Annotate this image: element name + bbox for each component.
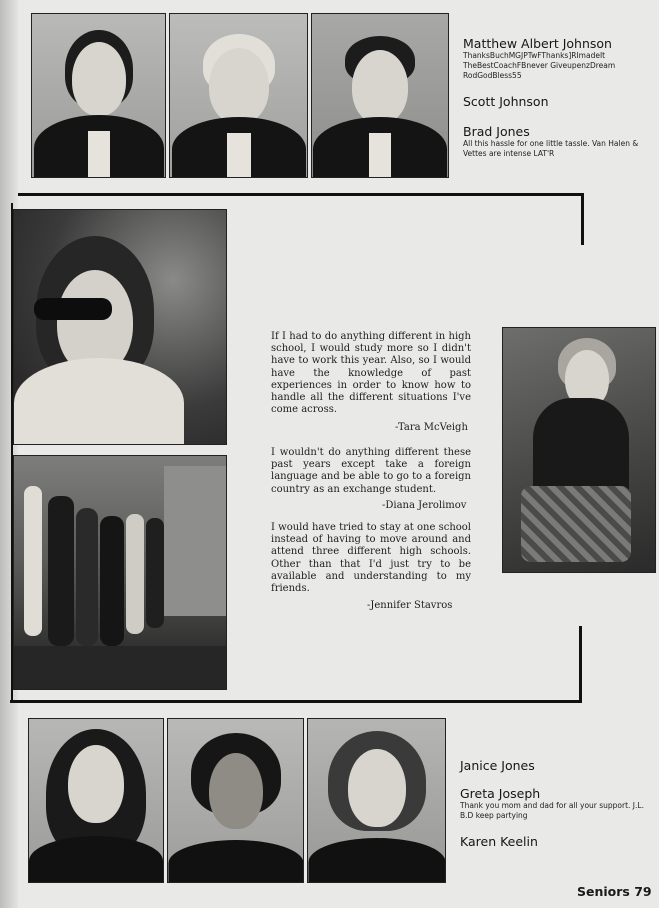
portrait-janice-jones [28,718,164,883]
frame-top-rule [18,193,584,196]
quote-author: -Tara McVeigh [395,422,468,433]
senior-motto: All this hassle for one little tassle. Van Halen & Vettes are intense LAT'R [463,139,639,158]
senior-name: Matthew Albert Johnson [463,36,612,51]
folio-page-number: 79 [634,884,652,899]
senior-name: Janice Jones [460,758,535,773]
senior-name: Scott Johnson [463,94,549,109]
frame-bottom-right-rule [579,626,582,703]
candid-photo-sunglasses [13,209,227,445]
candid-photo-graduation-line [13,455,227,690]
senior-name: Karen Keelin [460,834,538,849]
quote-text: I wouldn't do anything different these past years except take a foreign language and be able to go to a foreign country as an exchange student. [271,447,471,495]
page-folio [577,884,652,899]
quote-text: I would have tried to stay at one school instead of having to move around and attend three different high schools. Other than that I'd just try to be available and understanding to my friends. [271,522,471,595]
portrait-greta-joseph [167,718,304,883]
folio-section: Seniors [577,884,630,899]
quote-text: If I had to do anything different in high school, I would study more so I didn't have to work this year. Also, so I would have the knowledge of past experiences in order to know how to handle all the different situations I've come across. [271,331,471,416]
gutter-strip [0,0,18,908]
candid-photo-seated-student [502,327,656,573]
frame-bottom-rule [10,700,582,703]
quote-author: -Jennifer Stavros [367,600,453,611]
senior-motto: Thank you mom and dad for all your support. J.L. B.D keep partying [460,801,644,820]
quote-author: -Diana Jerolimov [382,500,467,511]
senior-motto: ThanksBuchMGJPTwFThanks]RImadeIt TheBestCoachFBnever GiveupenzDream RodGodBless55 [463,51,616,80]
senior-name: Greta Joseph [460,786,541,801]
portrait-matthew-johnson [31,13,166,178]
portrait-brad-jones [311,13,449,178]
portrait-scott-johnson [169,13,308,178]
frame-top-right-rule [581,193,584,245]
senior-name: Brad Jones [463,124,530,139]
portrait-karen-keelin [307,718,446,883]
